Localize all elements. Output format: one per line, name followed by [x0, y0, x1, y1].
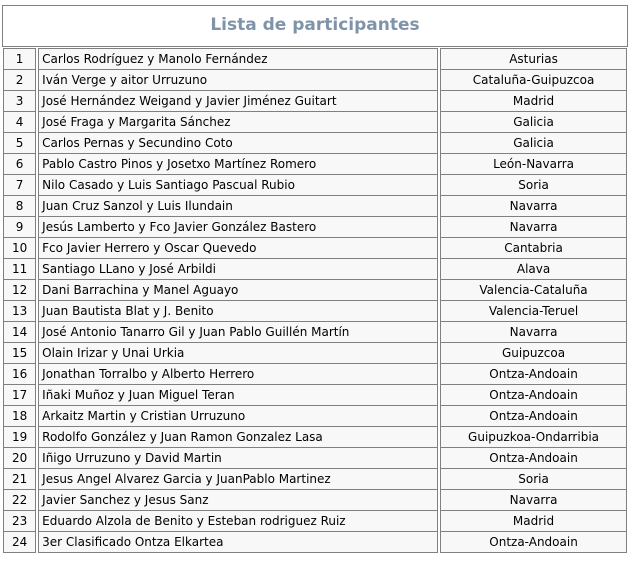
row-number: 2: [3, 70, 36, 91]
participant-region: Ontza-Andoain: [440, 406, 627, 427]
participant-region: Valencia-Teruel: [440, 301, 627, 322]
participant-names: José Antonio Tanarro Gil y Juan Pablo Guillén Martín: [38, 322, 438, 343]
row-number: 19: [3, 427, 36, 448]
participant-region: Navarra: [440, 322, 627, 343]
table-row: [3, 217, 627, 238]
table-row: [3, 532, 627, 553]
table-row: [3, 322, 627, 343]
table-row: [3, 301, 627, 322]
table-row: [3, 448, 627, 469]
participant-region: Ontza-Andoain: [440, 532, 627, 553]
row-number: 23: [3, 511, 36, 532]
table-row: [3, 280, 627, 301]
participant-names: Santiago LLano y José Arbildi: [38, 259, 438, 280]
table-row: [3, 175, 627, 196]
table-row: [3, 154, 627, 175]
row-number: 17: [3, 385, 36, 406]
participant-names: Rodolfo González y Juan Ramon Gonzalez Lasa: [38, 427, 438, 448]
participant-region: Ontza-Andoain: [440, 448, 627, 469]
table-row: [3, 385, 627, 406]
row-number: 21: [3, 469, 36, 490]
table-row: [3, 406, 627, 427]
participant-region: Ontza-Andoain: [440, 364, 627, 385]
participant-names: José Fraga y Margarita Sánchez: [38, 112, 438, 133]
participant-names: Iván Verge y aitor Urruzuno: [38, 70, 438, 91]
participants-table-body: [3, 48, 627, 553]
page-title: Lista de participantes: [210, 15, 420, 35]
participant-region: Guipuzkoa-Ondarribia: [440, 427, 627, 448]
participant-names: José Hernández Weigand y Javier Jiménez Guitart: [38, 91, 438, 112]
participant-region: Navarra: [440, 196, 627, 217]
row-number: 16: [3, 364, 36, 385]
participant-names: Nilo Casado y Luis Santiago Pascual Rubio: [38, 175, 438, 196]
row-number: 5: [3, 133, 36, 154]
participant-names: Carlos Rodríguez y Manolo Fernández: [38, 48, 438, 70]
participant-region: Cataluña-Guipuzcoa: [440, 70, 627, 91]
participant-names: Arkaitz Martin y Cristian Urruzuno: [38, 406, 438, 427]
participant-region: Madrid: [440, 511, 627, 532]
row-number: 7: [3, 175, 36, 196]
row-number: 15: [3, 343, 36, 364]
table-row: [3, 196, 627, 217]
participant-region: Soria: [440, 469, 627, 490]
table-row: [3, 48, 627, 70]
participant-names: Carlos Pernas y Secundino Coto: [38, 133, 438, 154]
row-number: 4: [3, 112, 36, 133]
table-row: [3, 91, 627, 112]
participant-region: Valencia-Cataluña: [440, 280, 627, 301]
title-box: [2, 5, 628, 47]
participant-region: Soria: [440, 175, 627, 196]
participant-names: 3er Clasificado Ontza Elkartea: [38, 532, 438, 553]
table-row: [3, 469, 627, 490]
table-row: [3, 133, 627, 154]
table-row: [3, 427, 627, 448]
participant-names: Fco Javier Herrero y Oscar Quevedo: [38, 238, 438, 259]
participant-names: Olain Irizar y Unai Urkia: [38, 343, 438, 364]
row-number: 11: [3, 259, 36, 280]
row-number: 10: [3, 238, 36, 259]
row-number: 18: [3, 406, 36, 427]
participant-names: Jesus Angel Alvarez Garcia y JuanPablo Martinez: [38, 469, 438, 490]
participant-names: Javier Sanchez y Jesus Sanz: [38, 490, 438, 511]
participant-region: Navarra: [440, 217, 627, 238]
participant-names: Iñigo Urruzuno y David Martin: [38, 448, 438, 469]
row-number: 24: [3, 532, 36, 553]
participant-region: Madrid: [440, 91, 627, 112]
participant-region: Ontza-Andoain: [440, 385, 627, 406]
participant-names: Juan Cruz Sanzol y Luis Ilundain: [38, 196, 438, 217]
participant-region: Guipuzcoa: [440, 343, 627, 364]
row-number: 6: [3, 154, 36, 175]
participant-region: Galicia: [440, 133, 627, 154]
table-row: [3, 238, 627, 259]
participant-region: Galicia: [440, 112, 627, 133]
row-number: 1: [3, 48, 36, 70]
participant-names: Dani Barrachina y Manel Aguayo: [38, 280, 438, 301]
row-number: 22: [3, 490, 36, 511]
row-number: 20: [3, 448, 36, 469]
participant-names: Juan Bautista Blat y J. Benito: [38, 301, 438, 322]
table-row: [3, 112, 627, 133]
participant-region: León-Navarra: [440, 154, 627, 175]
table-row: [3, 511, 627, 532]
participant-names: Jonathan Torralbo y Alberto Herrero: [38, 364, 438, 385]
participant-region: Navarra: [440, 490, 627, 511]
participant-names: Eduardo Alzola de Benito y Esteban rodriguez Ruiz: [38, 511, 438, 532]
row-number: 8: [3, 196, 36, 217]
participant-names: Iñaki Muñoz y Juan Miguel Teran: [38, 385, 438, 406]
row-number: 3: [3, 91, 36, 112]
table-row: [3, 364, 627, 385]
row-number: 12: [3, 280, 36, 301]
participant-region: Asturias: [440, 48, 627, 70]
table-row: [3, 343, 627, 364]
table-row: [3, 259, 627, 280]
table-row: [3, 70, 627, 91]
participant-names: Jesús Lamberto y Fco Javier González Bastero: [38, 217, 438, 238]
participant-region: Alava: [440, 259, 627, 280]
participant-names: Pablo Castro Pinos y Josetxo Martínez Romero: [38, 154, 438, 175]
row-number: 13: [3, 301, 36, 322]
table-row: [3, 490, 627, 511]
participant-region: Cantabria: [440, 238, 627, 259]
row-number: 14: [3, 322, 36, 343]
row-number: 9: [3, 217, 36, 238]
participants-table: [1, 48, 629, 553]
